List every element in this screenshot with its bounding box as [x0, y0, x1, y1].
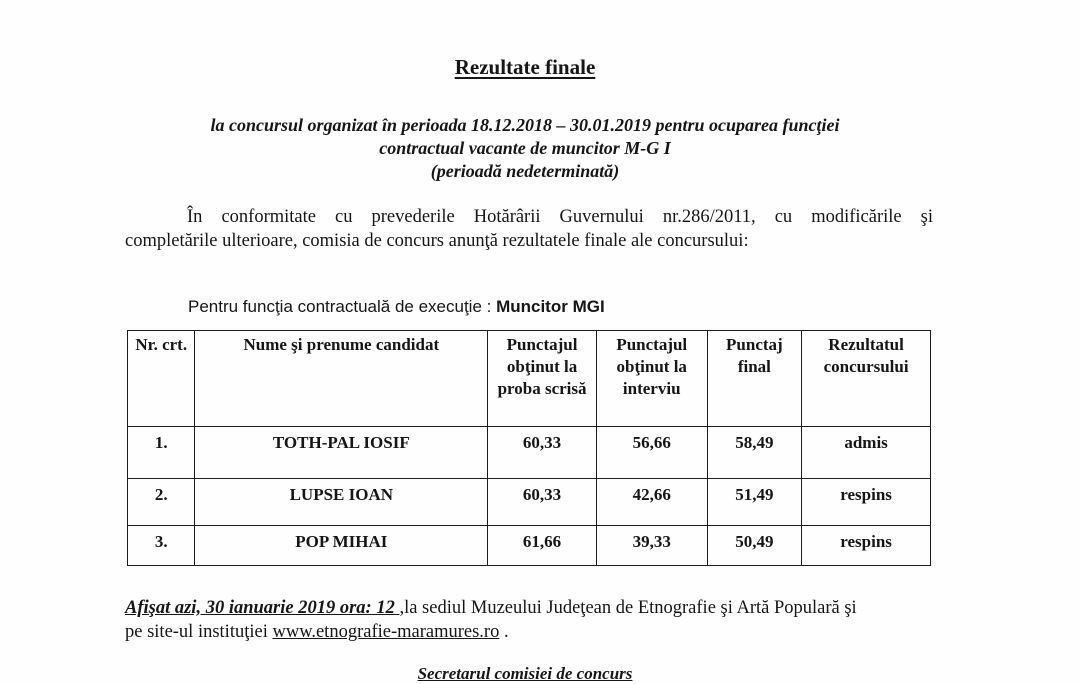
cell-name: TOTH-PAL IOSIF [195, 427, 488, 479]
posted-line-1 [125, 596, 935, 620]
cell-name: LUPSE IOAN [195, 479, 488, 526]
cell-nr: 3. [128, 526, 195, 566]
cell-written-score: 61,66 [488, 526, 597, 566]
subtitle-line-3: (perioadă nedeterminată) [430, 161, 620, 181]
secretary-label: Secretarul comisiei de concurs [417, 664, 633, 683]
header-interview-score: Punctajul obţinut la interviu [596, 331, 707, 427]
header-result: Rezultatul concursului [802, 331, 931, 427]
table-row [128, 479, 931, 526]
posted-notice [125, 596, 935, 644]
posted-date: Afişat azi, 30 ianuarie 2019 ora: 12 [125, 598, 400, 618]
posted-line-2 [125, 620, 935, 644]
table-row [128, 526, 931, 566]
header-final-score: Punctaj final [707, 331, 802, 427]
table-row [128, 427, 931, 479]
cell-result: admis [802, 427, 931, 479]
posted-site-label: pe site-ul instituţiei [125, 622, 273, 642]
cell-interview-score: 56,66 [596, 427, 707, 479]
header-nr: Nr. crt. [128, 331, 195, 427]
intro-line-2: completările ulterioare, comisia de concurs anunţă rezultatele finale ale concursului: [125, 231, 749, 251]
cell-result: respins [802, 526, 931, 566]
cell-written-score: 60,33 [488, 427, 597, 479]
function-line [188, 297, 605, 317]
cell-final-score: 50,49 [707, 526, 802, 566]
posted-end: . [499, 622, 509, 642]
cell-name: POP MIHAI [195, 526, 488, 566]
cell-result: respins [802, 479, 931, 526]
cell-final-score: 51,49 [707, 479, 802, 526]
function-label: Pentru funcţia contractuală de execuţie : [188, 297, 497, 316]
cell-nr: 1. [128, 427, 195, 479]
website-link[interactable]: www.etnografie-maramures.ro [272, 622, 500, 642]
header-name: Nume şi prenume candidat [195, 331, 488, 427]
cell-nr: 2. [128, 479, 195, 526]
results-table [127, 330, 931, 566]
posted-location: ,la sediul Muzeului Judeţean de Etnografie şi Artă Populară şi [399, 598, 857, 618]
cell-interview-score: 42,66 [596, 479, 707, 526]
subtitle-line-2: contractual vacante de muncitor M-G I [379, 138, 671, 158]
cell-interview-score: 39,33 [596, 526, 707, 566]
subtitle [0, 114, 1050, 183]
table-header-row [128, 331, 931, 427]
intro-paragraph [125, 205, 933, 253]
cell-written-score: 60,33 [488, 479, 597, 526]
cell-final-score: 58,49 [707, 427, 802, 479]
function-value: Muncitor MGI [496, 297, 605, 316]
header-written-score: Punctajul obţinut la proba scrisă [488, 331, 597, 427]
subtitle-line-1: la concursul organizat în perioada 18.12.2018 – 30.01.2019 pentru ocuparea funcţiei [210, 115, 840, 135]
intro-line-1: În conformitate cu prevederile Hotărârii Guvernului nr.286/2011, cu modificările şi [187, 207, 933, 227]
page-title: Rezultate finale [454, 55, 596, 79]
